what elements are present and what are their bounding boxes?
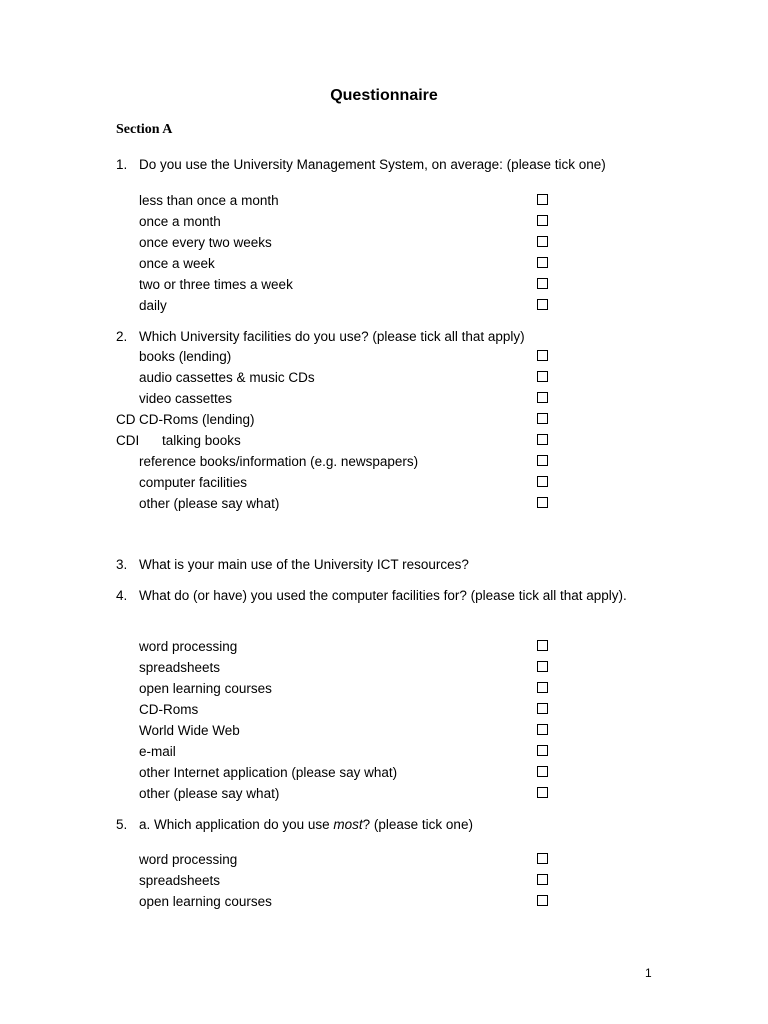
q2-option-prefix: CDI xyxy=(116,433,140,448)
question-number: 4. xyxy=(116,588,128,603)
question-text: What is your main use of the University ICT resources? xyxy=(139,557,469,572)
question-text: What do (or have) you used the computer facilities for? (please tick all that apply). xyxy=(139,588,627,603)
q1-option: once a month xyxy=(139,214,221,229)
q4-checkbox[interactable] xyxy=(537,703,548,714)
q2-checkbox[interactable] xyxy=(537,497,548,508)
q1-option: once every two weeks xyxy=(139,235,272,250)
q2-option: computer facilities xyxy=(139,475,248,490)
q2-option-prefix: CD xyxy=(116,412,136,427)
q1-checkbox[interactable] xyxy=(537,215,548,226)
question-number: 2. xyxy=(116,329,128,344)
question-text-emphasis: most xyxy=(333,817,363,832)
q2-option: video cassettes xyxy=(139,391,233,406)
question-text: Which University facilities do you use? (please tick all that apply) xyxy=(139,329,525,344)
q4-option: open learning courses xyxy=(139,681,272,696)
q2-checkbox[interactable] xyxy=(537,434,548,445)
q5-option: word processing xyxy=(139,852,238,867)
q2-checkbox[interactable] xyxy=(537,350,548,361)
q5-checkbox[interactable] xyxy=(537,895,548,906)
q1-option: daily xyxy=(139,298,167,313)
q4-option: word processing xyxy=(139,639,238,654)
q4-option: e-mail xyxy=(139,744,176,759)
q1-option: less than once a month xyxy=(139,193,279,208)
q2-checkbox[interactable] xyxy=(537,455,548,466)
q5-option: open learning courses xyxy=(139,894,272,909)
q1-checkbox[interactable] xyxy=(537,278,548,289)
q4-checkbox[interactable] xyxy=(537,766,548,777)
q4-checkbox[interactable] xyxy=(537,661,548,672)
page-title: Questionnaire xyxy=(330,87,438,104)
question-number: 5. xyxy=(116,817,128,832)
question-number: 3. xyxy=(116,557,128,572)
question-number: 1. xyxy=(116,157,128,172)
q5-checkbox[interactable] xyxy=(537,874,548,885)
q2-checkbox[interactable] xyxy=(537,476,548,487)
q4-checkbox[interactable] xyxy=(537,682,548,693)
q2-option: audio cassettes & music CDs xyxy=(139,370,315,385)
q2-checkbox[interactable] xyxy=(537,413,548,424)
q2-option: reference books/information (e.g. newspapers) xyxy=(139,454,419,469)
q2-option: CD-Roms (lending) xyxy=(139,412,255,427)
q2-checkbox[interactable] xyxy=(537,371,548,382)
question-text-start: a. Which application do you use xyxy=(139,817,334,832)
q4-option: CD-Roms xyxy=(139,702,199,717)
q4-checkbox[interactable] xyxy=(537,787,548,798)
section-heading: Section A xyxy=(116,122,173,137)
page-number: 1 xyxy=(645,966,652,980)
q2-option: talking books xyxy=(162,433,241,448)
q4-option: World Wide Web xyxy=(139,723,240,738)
q5-option: spreadsheets xyxy=(139,873,221,888)
q1-checkbox[interactable] xyxy=(537,299,548,310)
q1-checkbox[interactable] xyxy=(537,236,548,247)
q2-checkbox[interactable] xyxy=(537,392,548,403)
q1-option: once a week xyxy=(139,256,215,271)
question-text: Do you use the University Management System, on average: (please tick one) xyxy=(139,157,606,172)
q2-option: other (please say what) xyxy=(139,496,280,511)
q5-checkbox[interactable] xyxy=(537,853,548,864)
q4-option: other Internet application (please say what) xyxy=(139,765,398,780)
q4-checkbox[interactable] xyxy=(537,640,548,651)
q2-option: books (lending) xyxy=(139,349,232,364)
question-text-end: ? (please tick one) xyxy=(362,817,473,832)
q1-checkbox[interactable] xyxy=(537,194,548,205)
q4-checkbox[interactable] xyxy=(537,724,548,735)
q4-option: spreadsheets xyxy=(139,660,221,675)
question-text xyxy=(139,817,639,833)
q1-option: two or three times a week xyxy=(139,277,293,292)
q1-checkbox[interactable] xyxy=(537,257,548,268)
q4-option: other (please say what) xyxy=(139,786,280,801)
q4-checkbox[interactable] xyxy=(537,745,548,756)
